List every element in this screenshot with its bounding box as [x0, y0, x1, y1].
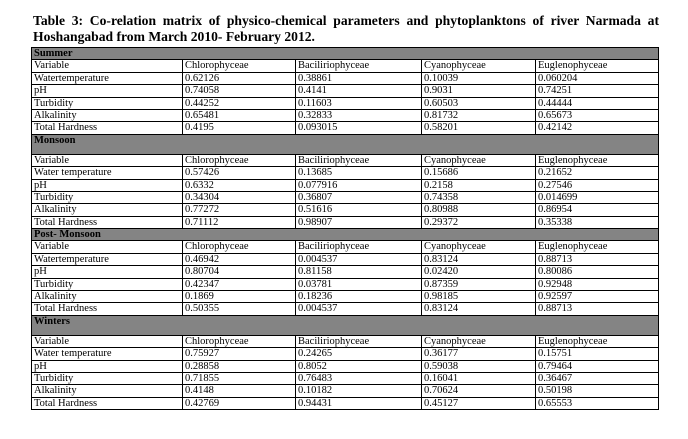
variable-cell: Watertemperature [32, 72, 183, 84]
variable-cell: Turbidity [32, 372, 183, 384]
variable-cell: Total Hardness [32, 216, 183, 228]
value-cell: 0.4148 [183, 385, 296, 397]
column-header-row [32, 335, 659, 347]
value-cell: 0.1869 [183, 291, 296, 303]
value-cell: 0.060204 [536, 72, 659, 84]
variable-cell: Alkalinity [32, 204, 183, 216]
column-header: Cyanophyceae [422, 154, 536, 166]
table-row [32, 291, 659, 303]
column-header: Baciliriophyceae [296, 60, 422, 72]
column-header-row [32, 241, 659, 253]
value-cell: 0.57426 [183, 167, 296, 179]
variable-cell: Watertemperature [32, 253, 183, 265]
value-cell: 0.077916 [296, 179, 422, 191]
value-cell: 0.76483 [296, 372, 422, 384]
value-cell: 0.74251 [536, 85, 659, 97]
value-cell: 0.15686 [422, 167, 536, 179]
column-header: Variable [32, 154, 183, 166]
value-cell: 0.92948 [536, 278, 659, 290]
value-cell: 0.80086 [536, 266, 659, 278]
variable-cell: Water temperature [32, 167, 183, 179]
season-header-row [32, 315, 659, 335]
column-header: Euglenophyceae [536, 335, 659, 347]
column-header: Euglenophyceae [536, 154, 659, 166]
table-row [32, 385, 659, 397]
value-cell: 0.02420 [422, 266, 536, 278]
value-cell: 0.87359 [422, 278, 536, 290]
value-cell: 0.093015 [296, 122, 422, 134]
table-row [32, 109, 659, 121]
value-cell: 0.65553 [536, 397, 659, 409]
value-cell: 0.83124 [422, 253, 536, 265]
column-header: Baciliriophyceae [296, 335, 422, 347]
value-cell: 0.2158 [422, 179, 536, 191]
value-cell: 0.32833 [296, 109, 422, 121]
value-cell: 0.46942 [183, 253, 296, 265]
correlation-matrix-table [31, 47, 659, 410]
value-cell: 0.11603 [296, 97, 422, 109]
value-cell: 0.79464 [536, 360, 659, 372]
value-cell: 0.36807 [296, 191, 422, 203]
value-cell: 0.60503 [422, 97, 536, 109]
value-cell: 0.74058 [183, 85, 296, 97]
table-row [32, 204, 659, 216]
value-cell: 0.004537 [296, 253, 422, 265]
table-row [32, 348, 659, 360]
value-cell: 0.80704 [183, 266, 296, 278]
value-cell: 0.6332 [183, 179, 296, 191]
table-row [32, 97, 659, 109]
variable-cell: Turbidity [32, 191, 183, 203]
variable-cell: Total Hardness [32, 303, 183, 315]
value-cell: 0.42769 [183, 397, 296, 409]
value-cell: 0.27546 [536, 179, 659, 191]
value-cell: 0.29372 [422, 216, 536, 228]
variable-cell: Total Hardness [32, 397, 183, 409]
season-header-row [32, 229, 659, 241]
column-header: Euglenophyceae [536, 241, 659, 253]
table-row [32, 266, 659, 278]
value-cell: 0.58201 [422, 122, 536, 134]
value-cell: 0.98907 [296, 216, 422, 228]
column-header: Cyanophyceae [422, 335, 536, 347]
value-cell: 0.24265 [296, 348, 422, 360]
table-row [32, 122, 659, 134]
column-header-row [32, 154, 659, 166]
table-row [32, 179, 659, 191]
value-cell: 0.36467 [536, 372, 659, 384]
variable-cell: Turbidity [32, 97, 183, 109]
value-cell: 0.014699 [536, 191, 659, 203]
value-cell: 0.9031 [422, 85, 536, 97]
value-cell: 0.71855 [183, 372, 296, 384]
column-header-row [32, 60, 659, 72]
value-cell: 0.88713 [536, 253, 659, 265]
table-row [32, 216, 659, 228]
season-label: Summer [32, 48, 659, 60]
value-cell: 0.45127 [422, 397, 536, 409]
value-cell: 0.70624 [422, 385, 536, 397]
value-cell: 0.15751 [536, 348, 659, 360]
column-header: Chlorophyceae [183, 335, 296, 347]
value-cell: 0.62126 [183, 72, 296, 84]
variable-cell: pH [32, 85, 183, 97]
value-cell: 0.50198 [536, 385, 659, 397]
value-cell: 0.51616 [296, 204, 422, 216]
table-row [32, 303, 659, 315]
variable-cell: Total Hardness [32, 122, 183, 134]
value-cell: 0.75927 [183, 348, 296, 360]
table-row [32, 253, 659, 265]
value-cell: 0.36177 [422, 348, 536, 360]
table-caption: Table 3: Co-relation matrix of physico-chemical parameters and phytoplanktons of river Narmada at Hoshangabad from March 2010- February 2012. [33, 13, 659, 44]
column-header: Baciliriophyceae [296, 154, 422, 166]
column-header: Variable [32, 335, 183, 347]
column-header: Chlorophyceae [183, 241, 296, 253]
value-cell: 0.44252 [183, 97, 296, 109]
value-cell: 0.65673 [536, 109, 659, 121]
value-cell: 0.10182 [296, 385, 422, 397]
value-cell: 0.38861 [296, 72, 422, 84]
column-header: Variable [32, 60, 183, 72]
season-header-row [32, 48, 659, 60]
value-cell: 0.80988 [422, 204, 536, 216]
value-cell: 0.4195 [183, 122, 296, 134]
value-cell: 0.28858 [183, 360, 296, 372]
variable-cell: Alkalinity [32, 109, 183, 121]
column-header: Cyanophyceae [422, 60, 536, 72]
variable-cell: pH [32, 179, 183, 191]
value-cell: 0.35338 [536, 216, 659, 228]
value-cell: 0.86954 [536, 204, 659, 216]
variable-cell: Alkalinity [32, 291, 183, 303]
value-cell: 0.44444 [536, 97, 659, 109]
value-cell: 0.65481 [183, 109, 296, 121]
season-label: Post- Monsoon [32, 229, 659, 241]
value-cell: 0.50355 [183, 303, 296, 315]
column-header: Baciliriophyceae [296, 241, 422, 253]
value-cell: 0.16041 [422, 372, 536, 384]
value-cell: 0.10039 [422, 72, 536, 84]
column-header: Euglenophyceae [536, 60, 659, 72]
column-header: Chlorophyceae [183, 154, 296, 166]
table-row [32, 72, 659, 84]
value-cell: 0.42347 [183, 278, 296, 290]
value-cell: 0.03781 [296, 278, 422, 290]
column-header: Variable [32, 241, 183, 253]
column-header: Cyanophyceae [422, 241, 536, 253]
season-header-row [32, 134, 659, 154]
value-cell: 0.4141 [296, 85, 422, 97]
variable-cell: Turbidity [32, 278, 183, 290]
value-cell: 0.88713 [536, 303, 659, 315]
table-row [32, 278, 659, 290]
value-cell: 0.8052 [296, 360, 422, 372]
value-cell: 0.34304 [183, 191, 296, 203]
table-row [32, 372, 659, 384]
value-cell: 0.21652 [536, 167, 659, 179]
variable-cell: Alkalinity [32, 385, 183, 397]
value-cell: 0.42142 [536, 122, 659, 134]
value-cell: 0.13685 [296, 167, 422, 179]
value-cell: 0.92597 [536, 291, 659, 303]
variable-cell: pH [32, 360, 183, 372]
value-cell: 0.98185 [422, 291, 536, 303]
value-cell: 0.18236 [296, 291, 422, 303]
value-cell: 0.004537 [296, 303, 422, 315]
table-body [32, 48, 659, 410]
table-row [32, 191, 659, 203]
season-label: Monsoon [32, 134, 659, 154]
value-cell: 0.81158 [296, 266, 422, 278]
value-cell: 0.94431 [296, 397, 422, 409]
value-cell: 0.83124 [422, 303, 536, 315]
table-row [32, 397, 659, 409]
table-row [32, 85, 659, 97]
value-cell: 0.59038 [422, 360, 536, 372]
season-label: Winters [32, 315, 659, 335]
value-cell: 0.71112 [183, 216, 296, 228]
column-header: Chlorophyceae [183, 60, 296, 72]
table-row [32, 360, 659, 372]
value-cell: 0.81732 [422, 109, 536, 121]
value-cell: 0.77272 [183, 204, 296, 216]
variable-cell: Water temperature [32, 348, 183, 360]
value-cell: 0.74358 [422, 191, 536, 203]
variable-cell: pH [32, 266, 183, 278]
table-row [32, 167, 659, 179]
